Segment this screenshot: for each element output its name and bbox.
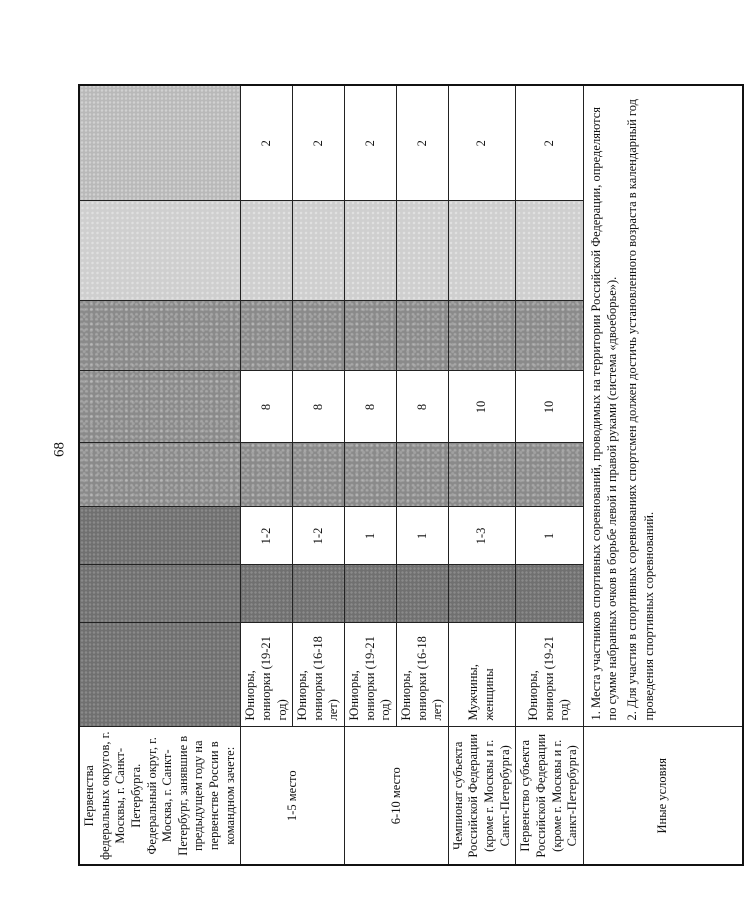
places-cell: 1-2: [293, 507, 345, 565]
category-cell: Юниоры, юниорки (19-21 год): [516, 623, 584, 727]
subject-youth-championship-label: Первенство субъекта Российской Федерации (кроме г. Москвы и г. Санкт-Петербурга): [516, 727, 584, 865]
qty-cell: 2: [516, 85, 584, 201]
qty-cell: 2: [396, 85, 448, 201]
other-conditions-notes: [583, 85, 743, 727]
subject-championship-label: Чемпионат субъекта Российской Федерации (кроме г. Москвы и г. Санкт-Петербурга): [448, 727, 516, 865]
norms-table: [78, 84, 744, 866]
shaded-cell: [516, 565, 584, 623]
other-conditions-label: Иные условия: [583, 727, 743, 865]
rotated-table-sheet: [78, 86, 670, 866]
page-number: 68: [51, 442, 68, 457]
participants-cell: 8: [293, 371, 345, 443]
category-cell: Юниоры, юниорки (16-18 лет): [396, 623, 448, 727]
shaded-cell: [79, 565, 241, 623]
shaded-cell: [293, 301, 345, 371]
qty-cell: 2: [293, 85, 345, 201]
shaded-cell: [345, 443, 397, 507]
table-row: [79, 85, 241, 865]
participants-cell: 10: [448, 371, 516, 443]
shaded-cell: [293, 565, 345, 623]
table-row: [583, 85, 743, 865]
places-cell: 1: [345, 507, 397, 565]
shaded-cell: [448, 565, 516, 623]
shaded-cell: [79, 371, 241, 443]
shaded-cell: [516, 301, 584, 371]
shaded-cell: [516, 443, 584, 507]
group-label: 6-10 место: [345, 727, 449, 865]
table-row: [345, 85, 397, 865]
shaded-cell: [345, 301, 397, 371]
note-paragraph: 2. Для участия в спортивных соревнованиях спортсмен должен достичь установленного возраста в календарный год проведения спортивных соревнований.: [625, 99, 656, 721]
shaded-cell: [293, 201, 345, 301]
shaded-cell: [345, 201, 397, 301]
places-cell: 1: [516, 507, 584, 565]
places-cell: 1: [396, 507, 448, 565]
participants-cell: 8: [345, 371, 397, 443]
shaded-cell: [79, 301, 241, 371]
shaded-cell: [241, 565, 293, 623]
shaded-cell: [293, 443, 345, 507]
shaded-cell: [396, 301, 448, 371]
table-row: [448, 85, 516, 865]
group-label: 1-5 место: [241, 727, 345, 865]
qty-cell: 2: [448, 85, 516, 201]
category-cell: Юниоры, юниорки (19-21 год): [345, 623, 397, 727]
shaded-cell: [396, 201, 448, 301]
shaded-cell: [448, 301, 516, 371]
federal-championship-label: Первенства федеральных округов, г. Москвы, г. Санкт-Петербурга. Федеральный округ, г. Москва, г. Санкт-Петербург, занявшие в предыдущем году на первенстве России в командном зачете:: [79, 727, 241, 865]
shaded-cell: [241, 443, 293, 507]
shaded-cell: [516, 201, 584, 301]
places-cell: 1-3: [448, 507, 516, 565]
table-row: [516, 85, 584, 865]
participants-cell: 8: [241, 371, 293, 443]
table-row: [241, 85, 293, 865]
shaded-cell: [79, 507, 241, 565]
note-paragraph: 1. Места участников спортивных соревнований, проводимых на территории Российской Федерации, определяются по сумме набранных очков в борьбе левой и правой руками (система «двоеборье»).: [588, 106, 619, 721]
shaded-cell: [241, 201, 293, 301]
participants-cell: 8: [396, 371, 448, 443]
participants-cell: 10: [516, 371, 584, 443]
shaded-cell: [241, 301, 293, 371]
shaded-cell: [448, 201, 516, 301]
shaded-cell: [396, 443, 448, 507]
category-cell: Мужчины, женщины: [448, 623, 516, 727]
qty-cell: 2: [345, 85, 397, 201]
shaded-cell: [396, 565, 448, 623]
shaded-cell: [345, 565, 397, 623]
shaded-cell: [79, 85, 241, 201]
shaded-cell: [79, 443, 241, 507]
shaded-cell: [448, 443, 516, 507]
places-cell: 1-2: [241, 507, 293, 565]
category-cell: Юниоры, юниорки (19-21 год): [241, 623, 293, 727]
shaded-cell: [79, 201, 241, 301]
category-cell: Юниоры, юниорки (16-18 лет): [293, 623, 345, 727]
qty-cell: 2: [241, 85, 293, 201]
shaded-cell: [79, 623, 241, 727]
